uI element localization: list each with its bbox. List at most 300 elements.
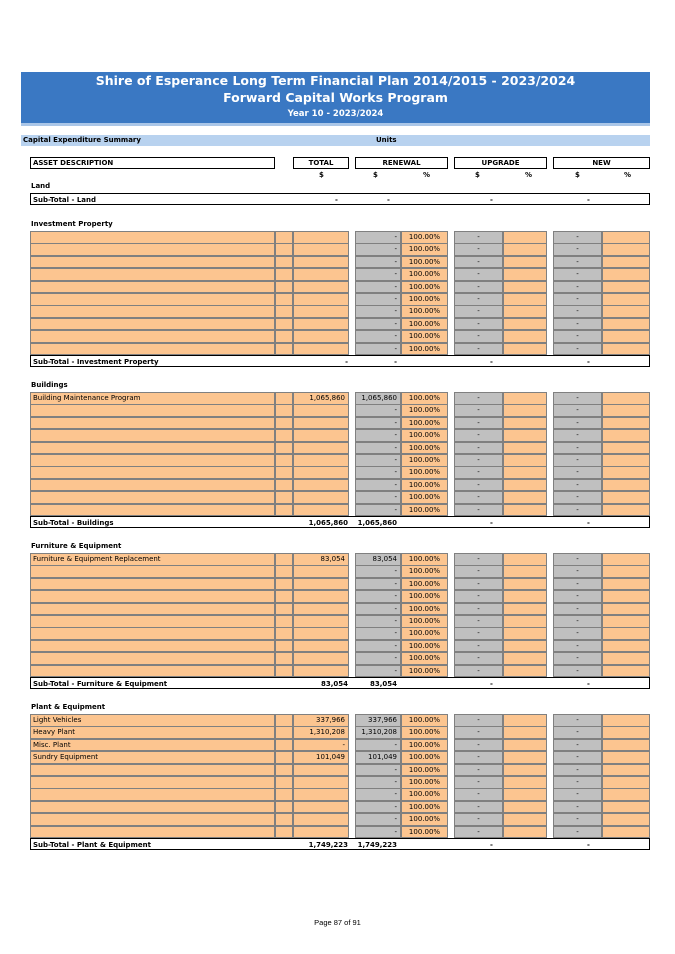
new-pct-cell [602,578,650,591]
new-cell: - [553,454,602,467]
upgrade-cell: - [454,454,503,467]
new-cell: - [553,603,602,616]
spacer-cell [275,417,293,430]
total-cell [293,504,349,517]
renewal-pct-cell: 100.00% [401,565,448,578]
renewal-cell: - [355,318,401,331]
new-cell: - [553,764,602,777]
spacer-cell [275,726,293,739]
asset-name-cell [30,615,275,628]
asset-name-cell [30,603,275,616]
upgrade-pct-cell [503,739,547,752]
upgrade-cell: - [454,429,503,442]
upgrade-cell: - [454,504,503,517]
renewal-cell: - [355,504,401,517]
upgrade-pct-cell [503,553,547,566]
spacer-cell [275,751,293,764]
new-cell: - [553,293,602,306]
new-cell: - [553,801,602,814]
renewal-cell: - [355,305,401,318]
new-cell: - [553,343,602,356]
upgrade-cell: - [454,764,503,777]
new-cell: - [553,504,602,517]
spacer-cell [275,553,293,566]
renewal-pct-cell: 100.00% [401,578,448,591]
new-pct-cell [602,603,650,616]
renewal-pct-cell: 100.00% [401,281,448,294]
spacer-cell [275,615,293,628]
spacer-cell [275,590,293,603]
new-cell: - [553,429,602,442]
renewal-pct-cell: 100.00% [401,343,448,356]
total-cell [293,256,349,269]
investment-property-subtotal [30,355,650,367]
renewal-pct-cell: 100.00% [401,429,448,442]
buildings-subtotal [30,516,650,528]
asset-name-cell [30,466,275,479]
upgrade-cell: - [454,726,503,739]
plant-equipment-subtotal-upgrade: - [490,841,493,849]
new-cell: - [553,305,602,318]
renewal-pct-cell: 100.00% [401,404,448,417]
total-cell [293,454,349,467]
renewal-cell: 83,054 [355,553,401,566]
new-cell: - [553,751,602,764]
upgrade-cell: - [454,776,503,789]
new-pct-cell [602,801,650,814]
total-cell [293,243,349,256]
renewal-pct-cell: 100.00% [401,739,448,752]
total-cell [293,826,349,839]
asset-name-cell [30,417,275,430]
upgrade-cell: - [454,293,503,306]
renewal-header: RENEWAL [355,157,448,169]
spacer-cell [275,281,293,294]
total-cell [293,231,349,244]
total-cell [293,776,349,789]
new-cell: - [553,813,602,826]
asset-name-cell [30,764,275,777]
new-pct-cell [602,776,650,789]
new-pct-cell [602,813,650,826]
total-cell [293,281,349,294]
renewal-pct-cell: 100.00% [401,776,448,789]
new-pct-cell [602,417,650,430]
new-pct-cell [602,590,650,603]
upgrade-pct-cell [503,466,547,479]
upgrade-cell: - [454,788,503,801]
new-pct-cell [602,429,650,442]
asset-name-cell [30,665,275,678]
renewal-pct-cell: 100.00% [401,615,448,628]
renewal-pct-cell: 100.00% [401,726,448,739]
upgrade-pct-cell [503,330,547,343]
renewal-cell: - [355,281,401,294]
renewal-pct-cell: 100.00% [401,603,448,616]
new-cell: - [553,652,602,665]
upgrade-cell: - [454,665,503,678]
upgrade-pct-cell [503,627,547,640]
renewal-pct-cell: 100.00% [401,330,448,343]
asset-name-cell [30,343,275,356]
new-cell: - [553,491,602,504]
renewal-cell: - [355,578,401,591]
renewal-pct-cell: 100.00% [401,553,448,566]
land-subtotal-upgrade: - [490,196,493,204]
new-cell: - [553,231,602,244]
total-cell [293,565,349,578]
spacer-cell [275,665,293,678]
upgrade-pct-cell [503,281,547,294]
renewal-pct-cell: 100.00% [401,454,448,467]
upgrade-pct-cell [503,404,547,417]
total-cell [293,404,349,417]
spacer-cell [275,826,293,839]
new-cell: - [553,615,602,628]
plant-equipment-subtotal-new: - [587,841,590,849]
asset-name-cell [30,305,275,318]
new-pct-cell [602,640,650,653]
upgrade-pct-cell [503,764,547,777]
renewal-cell: 1,065,860 [355,392,401,405]
renewal-cell: - [355,429,401,442]
new-pct-cell [602,627,650,640]
renewal-pct-cell: 100.00% [401,826,448,839]
upgrade-cell: - [454,392,503,405]
total-cell [293,801,349,814]
renewal-cell: - [355,739,401,752]
upgrade-pct-cell [503,640,547,653]
spacer-cell [275,454,293,467]
new-cell: - [553,417,602,430]
asset-name-cell [30,776,275,789]
asset-name-cell [30,504,275,517]
asset-name-cell [30,256,275,269]
renewal-pct-cell: 100.00% [401,293,448,306]
renewal-pct-cell: 100.00% [401,652,448,665]
spacer-cell [275,256,293,269]
total-cell [293,603,349,616]
new-pct-cell [602,404,650,417]
land-section-title: Land [31,182,51,190]
spacer-cell [275,318,293,331]
renewal-pct-cell: 100.00% [401,627,448,640]
plant-equipment-section-title: Plant & Equipment [31,703,106,711]
renewal-cell: 337,966 [355,714,401,727]
spacer-cell [275,429,293,442]
renewal-cell: - [355,627,401,640]
upgrade-pct-cell [503,293,547,306]
new-cell: - [553,330,602,343]
renewal-cell: - [355,565,401,578]
renewal-cell: - [355,603,401,616]
upgrade-pct-cell [503,714,547,727]
new-pct-cell [602,392,650,405]
new-pct-cell [602,318,650,331]
spacer-cell [275,776,293,789]
renewal-pct-cell: 100.00% [401,714,448,727]
new-cell: - [553,404,602,417]
investment-property-subtotal-total: - [345,358,348,366]
new-cell: - [553,243,602,256]
upgrade-pct-cell [503,788,547,801]
furniture-equipment-subtotal-new: - [587,680,590,688]
banner-stripe [21,123,650,126]
total-cell [293,479,349,492]
renewal-cell: - [355,231,401,244]
new-cell: - [553,318,602,331]
new-pct-cell [602,504,650,517]
furniture-equipment-section-title: Furniture & Equipment [31,542,122,550]
upgrade-pct-cell [503,268,547,281]
new-pct-cell [602,615,650,628]
total-cell: - [293,739,349,752]
new-pct-subheader: % [624,171,632,179]
renewal-cell: - [355,826,401,839]
total-cell [293,640,349,653]
total-cell: 1,065,860 [293,392,349,405]
new-cell: - [553,665,602,678]
renewal-pct-cell: 100.00% [401,751,448,764]
spacer-cell [275,565,293,578]
asset-name-cell [30,442,275,455]
investment-property-subtotal-renewal: - [394,358,397,366]
upgrade-cell: - [454,442,503,455]
asset-name-cell [30,491,275,504]
upgrade-pct-cell [503,565,547,578]
new-pct-cell [602,256,650,269]
total-cell: 83,054 [293,553,349,566]
new-cell: - [553,714,602,727]
new-pct-cell [602,293,650,306]
spacer-cell [275,404,293,417]
new-pct-cell [602,726,650,739]
total-cell: 101,049 [293,751,349,764]
renewal-pct-cell: 100.00% [401,243,448,256]
total-cell [293,442,349,455]
upgrade-cell: - [454,305,503,318]
new-cell: - [553,739,602,752]
upgrade-cell: - [454,491,503,504]
upgrade-pct-cell [503,454,547,467]
renewal-cell: - [355,776,401,789]
new-cell: - [553,640,602,653]
total-cell [293,293,349,306]
asset-name-cell [30,627,275,640]
renewal-pct-cell: 100.00% [401,590,448,603]
new-cell: - [553,268,602,281]
new-cell: - [553,553,602,566]
new-pct-cell [602,454,650,467]
upgrade-pct-cell [503,776,547,789]
new-cell: - [553,466,602,479]
new-pct-cell [602,330,650,343]
total-dollar-subheader: $ [319,171,324,179]
new-cell: - [553,578,602,591]
new-pct-cell [602,764,650,777]
buildings-subtotal-renewal: 1,065,860 [357,519,397,527]
asset-name-cell [30,565,275,578]
new-cell: - [553,826,602,839]
new-cell: - [553,392,602,405]
spacer-cell [275,603,293,616]
renewal-cell: - [355,404,401,417]
new-cell: - [553,281,602,294]
renewal-pct-cell: 100.00% [401,256,448,269]
upgrade-pct-cell [503,751,547,764]
renewal-cell: - [355,788,401,801]
furniture-equipment-subtotal-total: 83,054 [320,680,348,688]
spacer-cell [275,330,293,343]
report-title: Shire of Esperance Long Term Financial Plan 2014/2015 - 2023/2024 [95,73,576,88]
upgrade-cell: - [454,343,503,356]
renewal-pct-cell: 100.00% [401,268,448,281]
renewal-cell: - [355,454,401,467]
renewal-pct-cell: 100.00% [401,813,448,826]
spacer-cell [275,243,293,256]
spacer-cell [275,504,293,517]
spacer-cell [275,640,293,653]
renewal-dollar-subheader: $ [373,171,378,179]
asset-name-cell: Building Maintenance Program [30,392,275,405]
upgrade-pct-cell [503,343,547,356]
renewal-pct-cell: 100.00% [401,801,448,814]
upgrade-pct-cell [503,665,547,678]
investment-property-subtotal-new: - [587,358,590,366]
renewal-cell: - [355,330,401,343]
furniture-equipment-subtotal-label: Sub-Total - Furniture & Equipment [33,680,168,688]
asset-name-cell [30,268,275,281]
plant-equipment-subtotal-renewal: 1,749,223 [357,841,397,849]
renewal-cell: - [355,479,401,492]
new-pct-cell [602,479,650,492]
new-cell: - [553,627,602,640]
upgrade-header: UPGRADE [454,157,547,169]
upgrade-cell: - [454,553,503,566]
land-subtotal-renewal: - [387,196,390,204]
total-cell [293,330,349,343]
upgrade-cell: - [454,281,503,294]
new-pct-cell [602,714,650,727]
renewal-cell: - [355,590,401,603]
land-subtotal [30,193,650,205]
upgrade-dollar-subheader: $ [475,171,480,179]
upgrade-pct-cell [503,305,547,318]
spacer-cell [275,305,293,318]
summary-label: Capital Expenditure Summary [23,136,141,144]
new-header: NEW [553,157,650,169]
renewal-pct-cell: 100.00% [401,305,448,318]
upgrade-cell: - [454,256,503,269]
spacer-cell [275,578,293,591]
spacer-cell [275,268,293,281]
buildings-subtotal-total: 1,065,860 [308,519,348,527]
upgrade-pct-cell [503,392,547,405]
spacer-cell [275,652,293,665]
asset-name-cell: Light Vehicles [30,714,275,727]
new-pct-cell [602,739,650,752]
upgrade-cell: - [454,615,503,628]
upgrade-cell: - [454,739,503,752]
renewal-cell: - [355,615,401,628]
renewal-cell: - [355,764,401,777]
spacer-cell [275,491,293,504]
upgrade-pct-cell [503,590,547,603]
total-cell [293,343,349,356]
land-subtotal-label: Sub-Total - Land [33,196,96,204]
asset-name-cell [30,652,275,665]
spacer-cell [275,813,293,826]
renewal-pct-cell: 100.00% [401,442,448,455]
renewal-pct-cell: 100.00% [401,466,448,479]
renewal-pct-cell: 100.00% [401,504,448,517]
total-cell [293,466,349,479]
spacer-cell [275,392,293,405]
spacer-cell [275,764,293,777]
asset-name-cell [30,801,275,814]
upgrade-pct-cell [503,491,547,504]
upgrade-cell: - [454,603,503,616]
asset-name-cell [30,243,275,256]
total-cell [293,627,349,640]
renewal-cell: - [355,491,401,504]
total-cell [293,665,349,678]
upgrade-cell: - [454,565,503,578]
title-banner [21,72,650,123]
new-pct-cell [602,343,650,356]
buildings-subtotal-label: Sub-Total - Buildings [33,519,114,527]
renewal-pct-cell: 100.00% [401,417,448,430]
new-pct-cell [602,491,650,504]
furniture-equipment-subtotal-renewal: 83,054 [369,680,397,688]
total-cell [293,491,349,504]
total-cell: 1,310,208 [293,726,349,739]
upgrade-pct-cell [503,231,547,244]
renewal-pct-subheader: % [423,171,431,179]
spacer-cell [275,788,293,801]
renewal-cell: - [355,243,401,256]
spacer-cell [275,293,293,306]
upgrade-pct-cell [503,603,547,616]
upgrade-cell: - [454,231,503,244]
new-cell: - [553,776,602,789]
renewal-pct-cell: 100.00% [401,640,448,653]
new-pct-cell [602,442,650,455]
new-cell: - [553,590,602,603]
total-header: TOTAL [293,157,349,169]
upgrade-cell: - [454,578,503,591]
spacer-cell [275,466,293,479]
renewal-cell: - [355,665,401,678]
renewal-pct-cell: 100.00% [401,318,448,331]
buildings-subtotal-upgrade: - [490,519,493,527]
furniture-equipment-subtotal-upgrade: - [490,680,493,688]
renewal-cell: - [355,813,401,826]
spacer-cell [275,627,293,640]
asset-name-cell: Heavy Plant [30,726,275,739]
upgrade-pct-cell [503,726,547,739]
upgrade-pct-cell [503,801,547,814]
asset-name-cell [30,826,275,839]
new-pct-cell [602,231,650,244]
asset-name-cell [30,293,275,306]
plant-equipment-subtotal-total: 1,749,223 [308,841,348,849]
new-pct-cell [602,553,650,566]
upgrade-pct-cell [503,578,547,591]
report-subtitle: Forward Capital Works Program [223,90,448,105]
new-pct-cell [602,751,650,764]
asset-name-cell: Furniture & Equipment Replacement [30,553,275,566]
